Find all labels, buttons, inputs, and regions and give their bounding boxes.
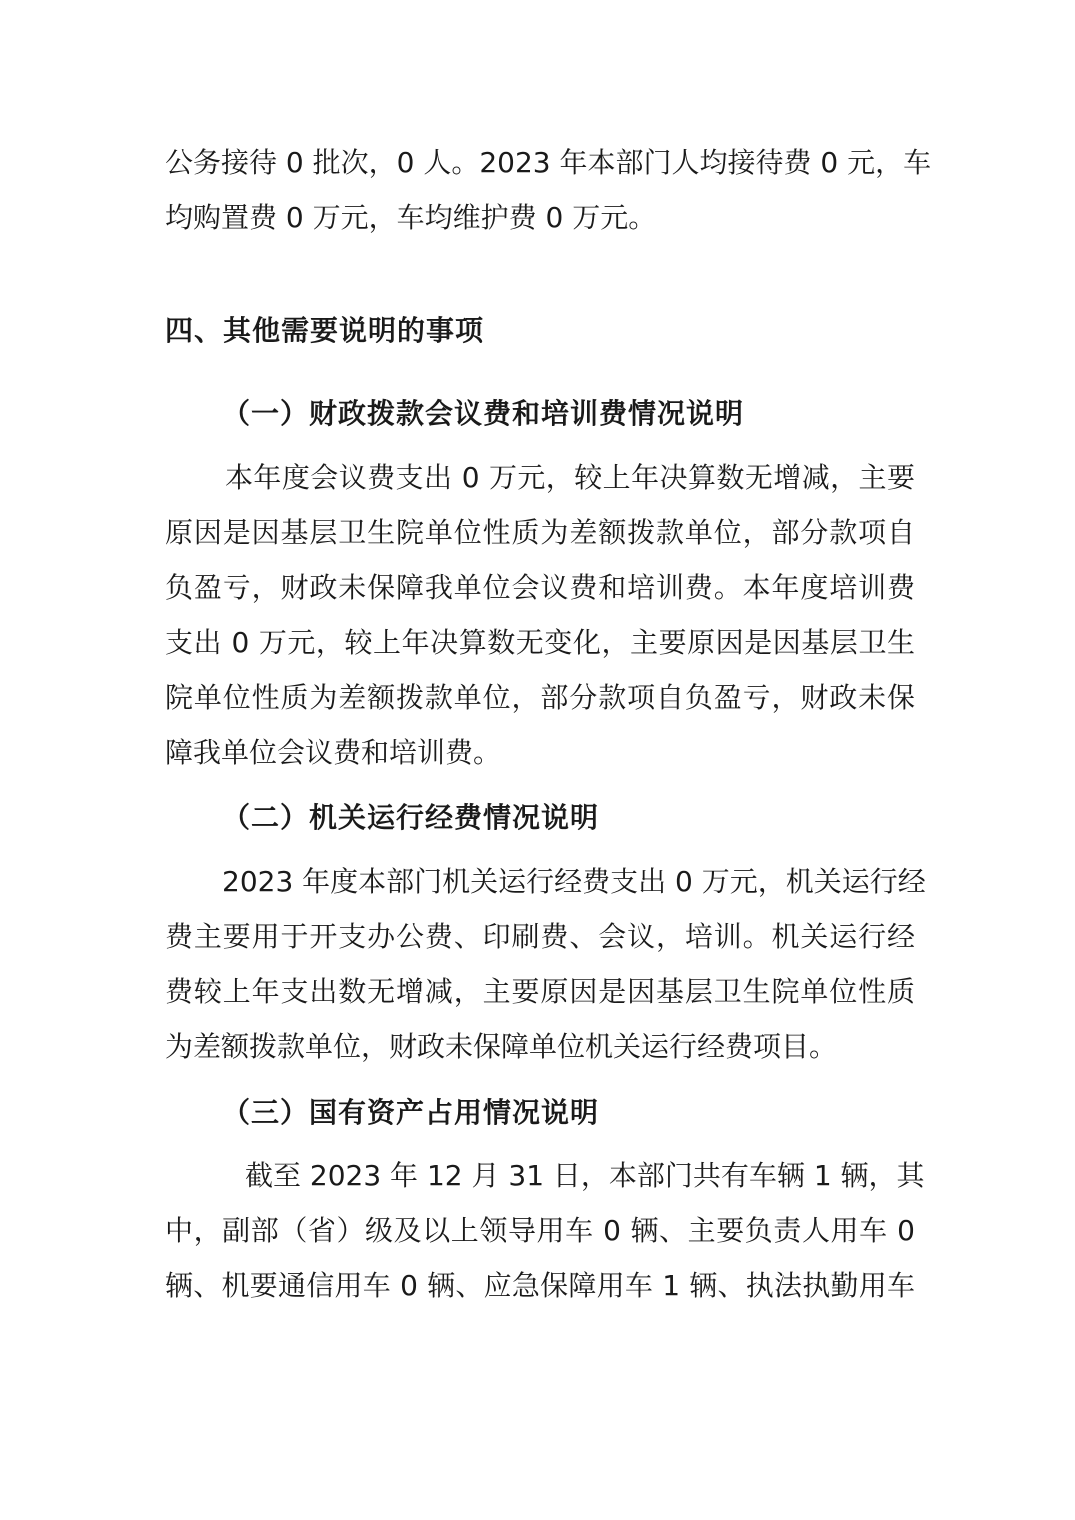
sub2-line-1: 2023 年度本部门机关运行经费支出 0 万元，机关运行经 — [222, 865, 926, 898]
sub1-line-4: 支出 0 万元，较上年决算数无变化，主要原因是因基层卫生 — [165, 626, 915, 659]
section-four-heading: 四、其他需要说明的事项 — [165, 314, 485, 347]
sub1-line-5: 院单位性质为差额拨款单位，部分款项自负盈亏，财政未保 — [165, 681, 915, 714]
sub2-line-3: 费较上年支出数无增减，主要原因是因基层卫生院单位性质 — [165, 975, 915, 1008]
sub1-line-2: 原因是因基层卫生院单位性质为差额拨款单位，部分款项自 — [165, 516, 915, 549]
sub3-line-2: 中，副部（省）级及以上领导用车 0 辆、主要负责人用车 0 — [165, 1214, 915, 1247]
intro-line-1: 公务接待 0 批次，0 人。2023 年本部门人均接待费 0 元，车 — [165, 146, 932, 179]
intro-line-2: 均购置费 0 万元，车均维护费 0 万元。 — [165, 201, 657, 234]
sub3-heading: （三）国有资产占用情况说明 — [222, 1096, 600, 1129]
sub1-line-1: 本年度会议费支出 0 万元，较上年决算数无增减，主要 — [225, 461, 915, 494]
sub3-line-1: 截至 2023 年 12 月 31 日，本部门共有车辆 1 辆，其 — [245, 1159, 925, 1192]
sub2-heading: （二）机关运行经费情况说明 — [222, 801, 600, 834]
sub1-line-3: 负盈亏，财政未保障我单位会议费和培训费。本年度培训费 — [165, 571, 915, 604]
sub2-line-4: 为差额拨款单位，财政未保障单位机关运行经费项目。 — [165, 1030, 838, 1063]
sub3-line-3: 辆、机要通信用车 0 辆、应急保障用车 1 辆、执法执勤用车 — [165, 1269, 915, 1302]
sub1-heading: （一）财政拨款会议费和培训费情况说明 — [222, 397, 745, 430]
sub2-line-2: 费主要用于开支办公费、印刷费、会议，培训。机关运行经 — [165, 920, 915, 953]
sub1-line-6: 障我单位会议费和培训费。 — [165, 736, 502, 769]
